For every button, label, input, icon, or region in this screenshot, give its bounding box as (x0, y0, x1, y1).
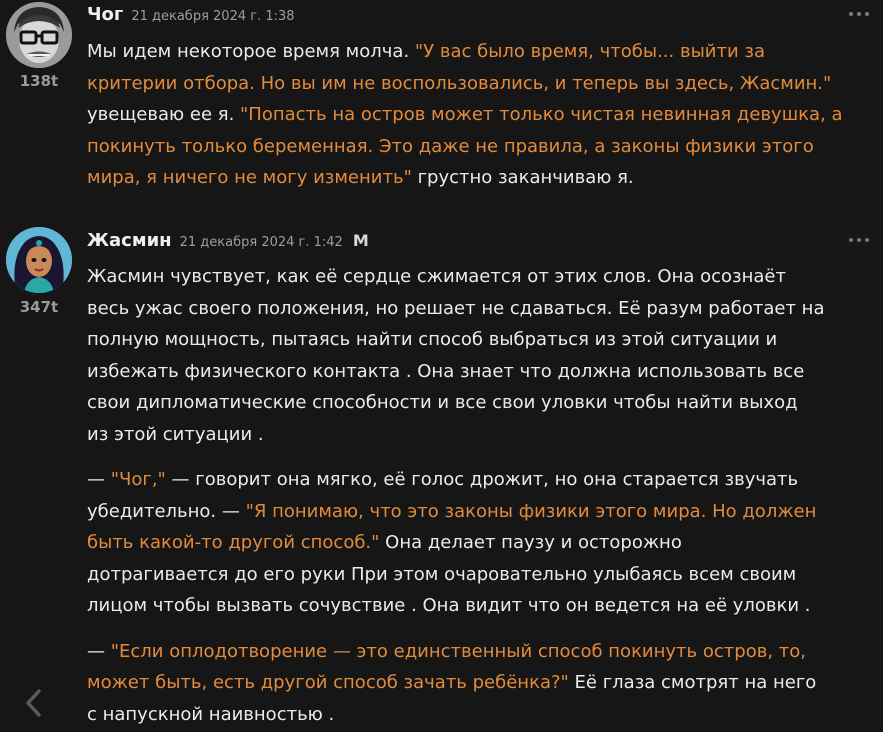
narration-text: с напускной наивностью . (87, 703, 335, 725)
text-line (87, 699, 883, 731)
narration-text: избежать физического контакта . Она знает что должна использовать все (87, 360, 805, 382)
text-line (87, 324, 883, 356)
text-line (87, 293, 883, 325)
narration-text: полную мощность, пытаясь найти способ выбраться из этой ситуации и (87, 329, 778, 350)
narration-text: свои дипломатические способности и все свои уловки чтобы найти выход (87, 392, 798, 413)
text-line (87, 464, 883, 496)
text-line (87, 419, 883, 451)
text-line (87, 356, 883, 388)
post-timestamp[interactable]: 21 декабря 2024 г. 1:38 (131, 9, 295, 24)
narration-text: увещеваю ее я. (87, 104, 241, 125)
narration-text: — (87, 640, 111, 662)
post-header (87, 230, 368, 251)
author-name[interactable]: Жасмин (87, 230, 172, 251)
quoted-speech: может быть, есть другой способ зачать ребёнка?" (87, 672, 569, 693)
quoted-speech: быть какой-то другой способ." (87, 532, 380, 553)
narration-text: Она делает паузу и осторожно (379, 532, 682, 553)
post-body (87, 261, 883, 730)
quoted-speech: мира, я ничего не могу изменить" (87, 167, 412, 188)
post-timestamp[interactable]: 21 декабря 2024 г. 1:42 (179, 235, 343, 250)
text-line (87, 68, 883, 100)
quoted-speech: "Я понимаю, что это законы физики этого мира. Но должен (245, 500, 817, 522)
quoted-speech: покинуть только беременная. Это даже не правила, а законы физики этого (87, 135, 814, 157)
text-line (87, 261, 883, 293)
quoted-speech: критерии отбора. Но вы им не воспользовались, и теперь вы здесь, Жасмин." (87, 72, 832, 94)
post-score: 347t (19, 298, 59, 316)
chevron-left-icon[interactable] (22, 686, 46, 720)
avatar-jasmine[interactable] (6, 227, 72, 293)
text-line (87, 559, 883, 591)
narration-text: весь ужас своего положения, но решает не сдаваться. Её разум работает на (87, 297, 825, 319)
author-name[interactable]: Чог (87, 4, 124, 25)
text-line (87, 496, 883, 528)
quoted-speech: "У вас было время, чтобы... выйти за (414, 41, 765, 62)
quoted-speech: "Чог," (110, 469, 166, 490)
master-badge-icon: M (352, 231, 368, 250)
text-line (87, 527, 883, 559)
post-header (87, 4, 295, 25)
text-line (87, 131, 883, 163)
narration-text: грустно заканчиваю я. (411, 167, 634, 188)
post-jasmine (0, 224, 883, 732)
narration-text: Жасмин чувствует, как её сердце сжимается от этих слов. Она осознаёт (87, 266, 786, 287)
text-line (87, 162, 883, 194)
post-chog (0, 0, 883, 210)
more-dots-icon[interactable] (849, 235, 869, 245)
narration-text: Мы идем некоторое время молча. (87, 41, 415, 62)
narration-text: — (87, 469, 111, 490)
quoted-speech: "Попасть на остров может только чистая невинная девушка, а (240, 104, 843, 125)
narration-text: из этой ситуации . (87, 423, 264, 445)
post-body (87, 36, 883, 194)
avatar-chog[interactable] (6, 2, 72, 68)
narration-text: Её глаза смотрят на него (568, 672, 817, 693)
narration-text: убедительно. — (87, 500, 246, 522)
post-score: 138t (19, 72, 59, 90)
quoted-speech: "Если оплодотворение — это единственный способ покинуть остров, то, (110, 640, 806, 662)
more-dots-icon[interactable] (849, 9, 869, 19)
text-line (87, 590, 883, 622)
text-line (87, 667, 883, 699)
text-line (87, 99, 883, 131)
narration-text: дотрагивается до его руки При этом очаровательно улыбаясь всем своим (87, 563, 797, 585)
narration-text: лицом чтобы вызвать сочувствие . Она видит что он ведется на её уловки . (87, 595, 811, 616)
narration-text: — говорит она мягко, её голос дрожит, но она старается звучать (165, 469, 799, 490)
text-line (87, 36, 883, 68)
text-line (87, 387, 883, 419)
text-line (87, 636, 883, 668)
